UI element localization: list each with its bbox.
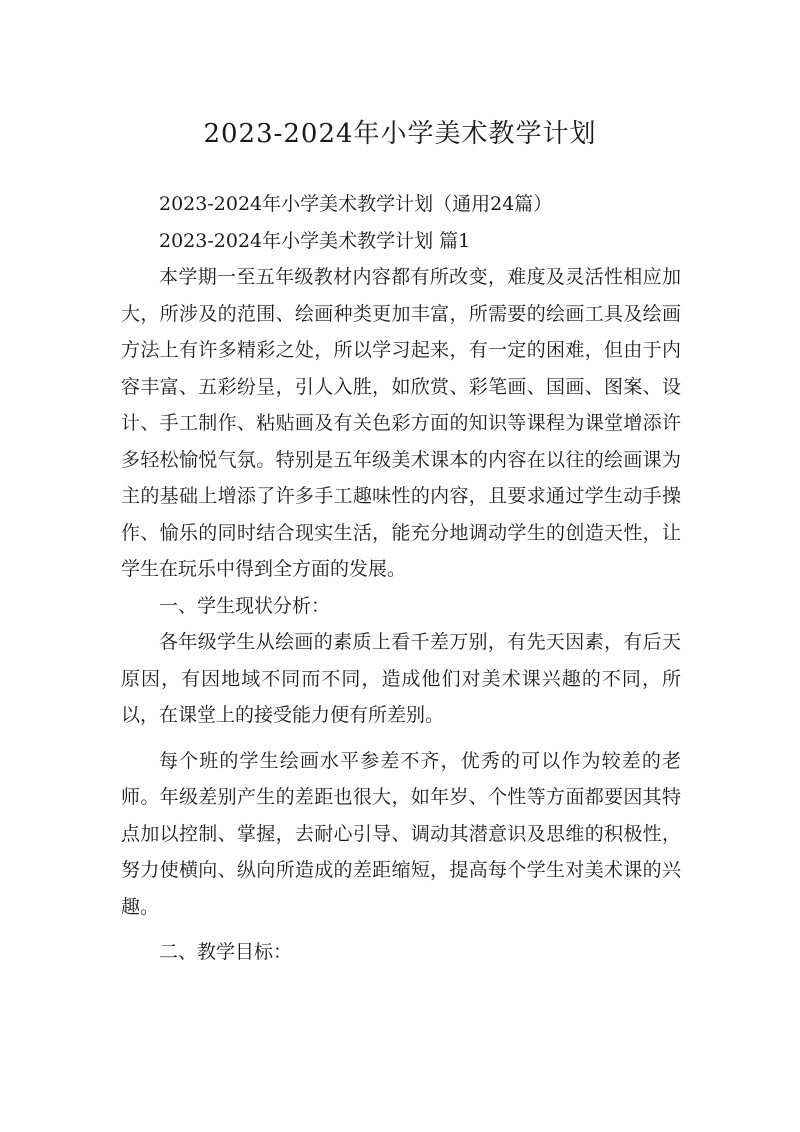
document-title: 2023-2024年小学美术教学计划	[203, 119, 597, 150]
paragraph-section-heading: 2023-2024年小学美术教学计划 篇1	[159, 229, 471, 252]
paragraph-subtitle: 2023-2024年小学美术教学计划（通用24篇）	[159, 193, 553, 215]
paragraph-heading-student-analysis: 一、学生现状分析：	[159, 594, 331, 617]
paragraph-student-analysis-1: 各年级学生从绘画的素质上看千差万别，有先天因素，有后天原因，有因地域不同而不同，造成他们对美术课兴趣的不同，所以，在课堂上的接受能力便有所差别。	[121, 631, 681, 726]
paragraph-intro: 本学期一至五年级教材内容都有所改变，难度及灵活性相应加大，所涉及的范围、绘画种类更加丰富，所需要的绘画工具及绘画方法上有许多精彩之处，所以学习起来，有一定的困难，但由于内容丰富、五彩纷呈，引人入胜，如欣赏、彩笔画、国画、图案、设计、手工制作、粘贴画及有关色彩方面的知识等课程为课堂增添许多轻松愉悦气氛。特别是五年级美术课本的内容在以往的绘画课为主的基础上增添了许多手工趣味性的内容，且要求通过学生动手操作、愉乐的同时结合现实生活，能充分地调动学生的创造天性，让学生在玩乐中得到全方面的发展。	[121, 266, 681, 580]
document-body	[121, 186, 681, 971]
paragraph-student-analysis-2: 每个班的学生绘画水平参差不齐，优秀的可以作为较差的老师。年级差别产生的差距也很大，如年岁、个性等方面都要因其特点加以控制、掌握，去耐心引导、调动其潜意识及思维的积极性，努力使横向、纵向所造成的差距缩短，提高每个学生对美术课的兴趣。	[121, 749, 681, 918]
paragraph-heading-teaching-goals: 二、教学目标：	[159, 941, 293, 963]
